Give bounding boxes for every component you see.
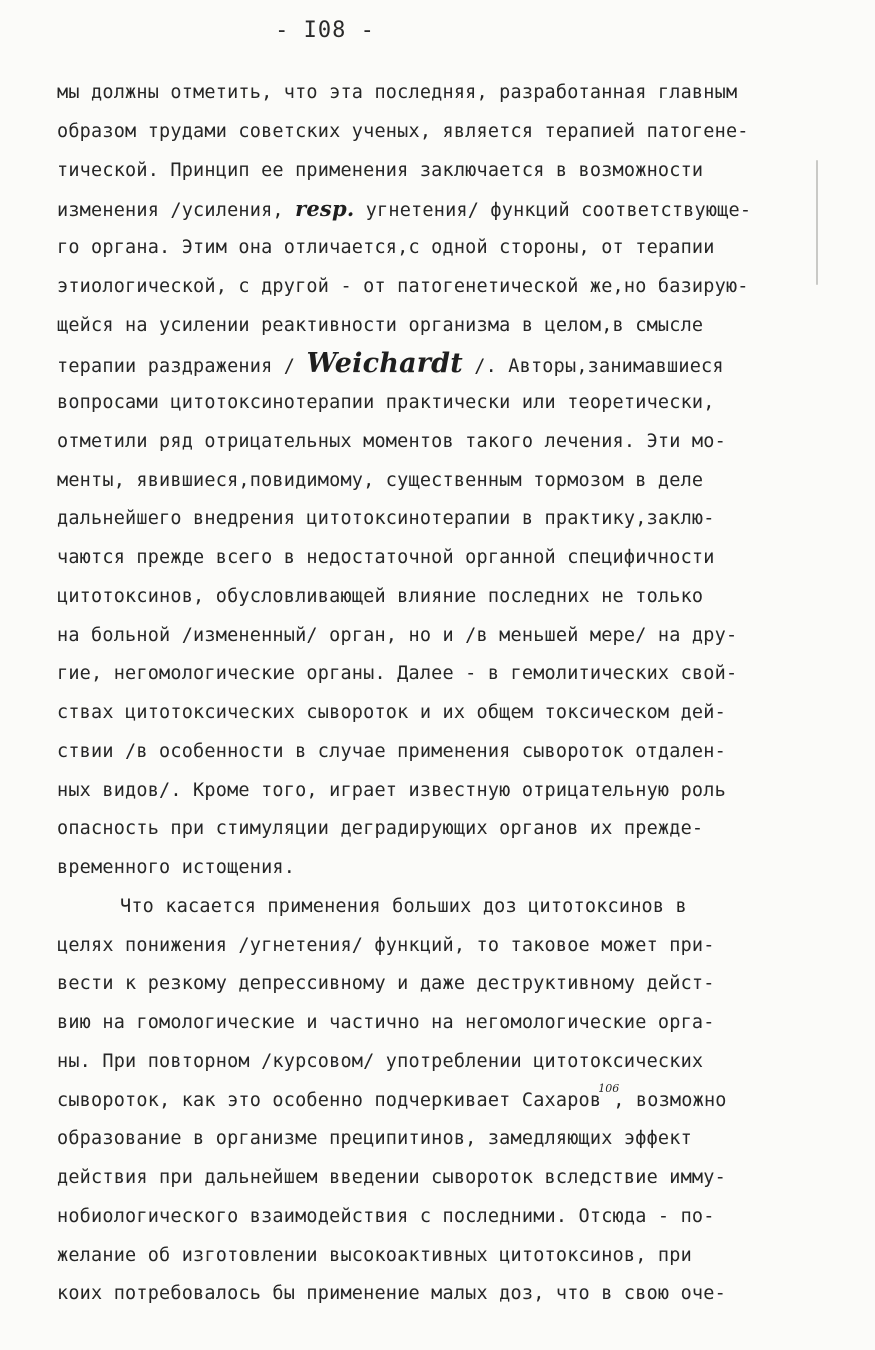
line-text: угнетения/ функций соответствующе- xyxy=(354,200,752,222)
text-line xyxy=(57,229,817,268)
line-text: ны. При повторном /курсовом/ употреблении цитотоксических xyxy=(57,1050,704,1072)
handwritten-insert: resp. xyxy=(295,196,355,222)
text-line xyxy=(57,539,817,578)
line-text: отметили ряд отрицательных моментов такого лечения. Эти мо- xyxy=(57,430,726,452)
line-text: ствах цитотоксических сывороток и их общем токсическом дей- xyxy=(57,702,726,723)
line-text: нобиологического взаимодействия с последними. Отсюда - по- xyxy=(57,1205,715,1227)
line-text: щейся на усилении реактивности организма в целом,в смысле xyxy=(57,314,704,336)
line-text: чаются прежде всего в недостаточной органной специфичности xyxy=(57,547,715,568)
text-line xyxy=(57,1159,817,1198)
text-line xyxy=(57,345,817,384)
reference-number: 106 xyxy=(598,1081,620,1095)
text-line xyxy=(57,152,817,191)
text-line xyxy=(57,500,817,539)
text-line xyxy=(57,462,817,501)
text-line xyxy=(57,694,817,733)
line-text: опасность при стимуляции деградирующих органов их прежде- xyxy=(57,818,704,840)
text-line xyxy=(57,268,817,307)
line-text: ствии /в особенности в случае применения сывороток отдален- xyxy=(57,740,726,762)
line-text: на больной /измененный/ орган, но и /в меньшей мере/ на дру- xyxy=(57,624,738,646)
line-text: Что касается применения больших доз цитотоксинов в xyxy=(120,895,687,917)
text-line xyxy=(57,1275,817,1314)
line-text: вести к резкому депрессивному и даже деструктивному дейст- xyxy=(57,973,715,995)
line-text: желание об изготовлении высокоактивных цитотоксинов, при xyxy=(57,1244,692,1266)
text-line xyxy=(57,1004,817,1043)
line-text: образование в организме преципитинов, замедляющих эффект xyxy=(57,1128,692,1150)
line-text: изменения /усиления, xyxy=(57,200,296,222)
text-line xyxy=(57,307,817,346)
text-line xyxy=(57,965,817,1004)
line-text: временного истощения. xyxy=(57,857,296,878)
text-line xyxy=(57,1237,817,1276)
line-text: этиологической, с другой - от патогенетической же,но базирую- xyxy=(57,275,749,297)
handwritten-insert: Weichardt xyxy=(306,348,463,380)
line-text: , возможно xyxy=(613,1089,727,1111)
line-text: действия при дальнейшем введении сывороток вследствие имму- xyxy=(57,1167,726,1188)
text-line xyxy=(57,74,817,113)
text-line xyxy=(57,733,817,772)
line-text: терапии раздражения / xyxy=(57,356,307,378)
page-number: - I08 - xyxy=(275,18,375,43)
line-text: коих потребовалось бы применение малых доз, что в свою оче- xyxy=(57,1283,726,1305)
text-line xyxy=(57,888,817,927)
line-text: тической. Принцип ее применения заключается в возможности xyxy=(57,159,704,181)
text-line xyxy=(57,423,817,462)
line-text: ных видов/. Кроме того, играет известную отрицательную роль xyxy=(57,779,726,801)
line-text: вопросами цитотоксинотерапии практически или теоретически, xyxy=(57,392,715,413)
text-line xyxy=(57,578,817,617)
line-text: гие, негомологические органы. Далее - в гемолитических свой- xyxy=(57,663,738,685)
line-text: мы должны отметить, что эта последняя, разработанная главным xyxy=(57,82,738,103)
text-line xyxy=(57,655,817,694)
text-line xyxy=(57,384,817,423)
line-text: го органа. Этим она отличается,с одной стороны, от терапии xyxy=(57,237,715,258)
text-line xyxy=(57,1043,817,1082)
text-line xyxy=(57,849,817,888)
text-line xyxy=(57,1198,817,1237)
text-line xyxy=(57,1120,817,1159)
text-line xyxy=(57,927,817,966)
line-text: сывороток, как это особенно подчеркивает Сахаров xyxy=(57,1089,602,1111)
line-text: целях понижения /угнетения/ функций, то таковое может при- xyxy=(57,934,715,956)
line-text: /. Авторы,занимавшиеся xyxy=(462,356,724,378)
line-text: менты, явившиеся,повидимому, существенным тормозом в деле xyxy=(57,469,704,491)
line-text: дальнейшего внедрения цитотоксинотерапии в практику,заклю- xyxy=(57,508,715,530)
text-line xyxy=(57,810,817,849)
text-line xyxy=(57,772,817,811)
line-text: образом трудами советских ученых, является терапией патогене- xyxy=(57,120,749,142)
line-text: цитотоксинов, обусловливающей влияние последних не только xyxy=(57,585,704,607)
text-line xyxy=(57,190,817,229)
text-line xyxy=(57,617,817,656)
text-line xyxy=(57,1082,817,1121)
text-line xyxy=(57,113,817,152)
body-text xyxy=(57,74,817,1314)
line-text: вию на гомологические и частично на негомологические орга- xyxy=(57,1012,715,1033)
